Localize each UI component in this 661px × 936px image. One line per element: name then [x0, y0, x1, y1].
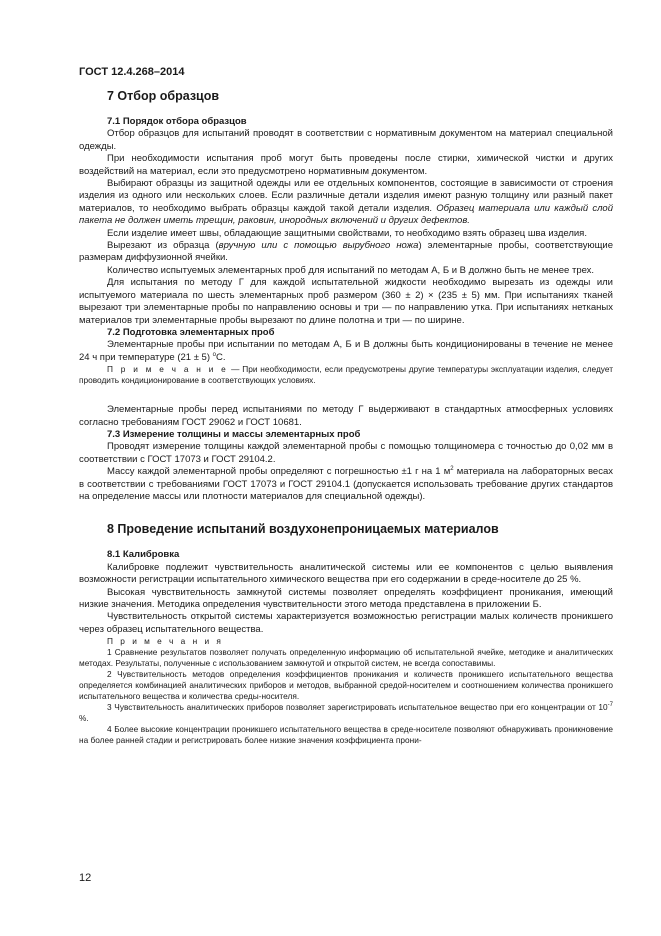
page-number: 12 [79, 872, 92, 884]
paragraph-text: Вырезают из образца ( [107, 240, 219, 252]
paragraph: Калибровке подлежит чувствительность аналитической системы или ее компонентов с целью выявления возможности регистрации испытательного химического вещества при его содержании в среде-носителе до 25 %. [79, 561, 613, 586]
page-content [79, 88, 613, 746]
subsection-7-3-heading: 7.3 Измерение толщины и массы элементарных проб [107, 428, 361, 440]
paragraph-text: С. [215, 351, 226, 363]
notes-label [79, 636, 613, 647]
paragraph: Для испытания по методу Г для каждой испытательной жидкости необходимо вырезать из одежды или испытуемого материала по шесть элементарных проб размером (360 ± 2) × (235 ± 5) мм. При испытаниях тканей вырезают три элементарные пробы по направлению основы и три — по направлению утка. При испытаниях нетканых материалов три элементарные пробы вырезают по длине полотна и три — по ширине. [79, 277, 613, 326]
paragraph [79, 240, 613, 265]
paragraph: Чувствительность открытой системы характеризуется возможностью регистрации малых количеств проникшего через образец испытательного вещества. [79, 611, 613, 635]
paragraph [79, 178, 613, 228]
note-label: П р и м е ч а н и е [107, 364, 229, 375]
note-text: — При необходимости, если предусмотрены другие температуры эксплуатации изделия, следует проводить кондиционирование в соответствующих условиях. [79, 364, 614, 386]
paragraph: Элементарные пробы перед испытаниями по методу Г выдерживают в стандартных атмосферных условиях согласно требованиям ГОСТ 29062 и ГОСТ 10681. [79, 404, 613, 428]
section-7-title: 7 Отбор образцов [107, 89, 220, 103]
spacer [79, 386, 613, 404]
italic-text: Образец материала или каждый слой пакета не должен иметь трещин, раковин, инородных включений и других дефектов. [79, 202, 614, 227]
section-8-title: 8 Проведение испытаний воздухонепроницаемых материалов [107, 522, 499, 537]
spacer [79, 537, 613, 549]
note-text: 3 Чувствительность аналитических приборов позволяет зарегистрировать испытательное вещество при его концентрации от 10 [107, 702, 608, 713]
paragraph: Отбор образцов для испытаний проводят в соответствии с нормативным документом на материал специальной одежды. [79, 128, 613, 152]
spacer [79, 104, 613, 116]
note [79, 364, 613, 386]
paragraph: Если изделие имеет швы, обладающие защитными свойствами, то необходимо взять образец шва изделия. [107, 227, 587, 239]
spacer [79, 503, 613, 521]
note-3 [79, 702, 613, 724]
paragraph-text: Массу каждой элементарной пробы определяют с погрешностью ±1 г на 1 м [107, 466, 451, 478]
note-text: %. [79, 713, 89, 724]
subsection-7-2-heading: 7.2 Подготовка элементарных проб [107, 326, 275, 338]
note-2: 2 Чувствительность методов определения коэффициентов проникания и количеств проникшего испытательного вещества определяется комбинацией аналитических приборов и методов, выбранной средой-носителем и соотношением количества проникшего испытательного вещества и количества среды-носителя. [79, 669, 613, 702]
paragraph [79, 339, 613, 364]
paragraph: Количество испытуемых элементарных проб для испытаний по методам А, Б и В должно быть не менее трех. [107, 264, 595, 276]
superscript: 2 [450, 466, 454, 472]
notes-label-text: П р и м е ч а н и я [107, 636, 224, 647]
note-1: 1 Сравнение результатов позволяет получать определенную информацию об испытательной ячейке, методике и аналитических методах. Результаты, полученные с использованием замкнутой и открытой систем, не всегда сопоставимы. [79, 647, 613, 669]
degree-sign: о [212, 351, 216, 358]
subsection-7-1-heading: 7.1 Порядок отбора образцов [107, 116, 247, 127]
paragraph: Высокая чувствительность замкнутой системы позволяет определять коэффициент проникания, имеющий низкие значения. Методика определения чувствительности этого метода представлена в приложении Б. [79, 586, 613, 610]
note-4: 4 Более высокие концентрации проникшего испытательного вещества в среде-носителе позволяют обнаруживать проникновение на более ранней стадии и регистрировать более низкие значения коэффициента прони- [79, 724, 613, 746]
paragraph-text: Выбирают образцы из защитной одежды или ее отдельных компонентов, состоящие в зависимости от строения изделия из одного или нескольких слоев. Если различные детали изделия имеют разную толщину или разный пакет материалов, то необходимо выбрать образцы каждой такой детали изделия. [79, 178, 613, 214]
italic-text: вручную или с помощью вырубного ножа [218, 240, 419, 252]
paragraph [79, 466, 613, 503]
subsection-8-1-heading: 8.1 Калибровка [107, 549, 180, 561]
paragraph-text: ) элементарные пробы, соответствующие размерам диффузионной ячейки. [79, 240, 613, 264]
document-id: ГОСТ 12.4.268–2014 [79, 66, 185, 78]
superscript: -7 [607, 702, 613, 709]
paragraph: При необходимости испытания проб могут быть проведены после стирки, химической чистки и других воздействий на материал, если это предусмотрено нормативным документом. [79, 153, 613, 177]
paragraph: Проводят измерение толщины каждой элементарной пробы с помощью толщиномера с точностью до 0,02 мм в соответствии с ГОСТ 17073 и ГОСТ 29104.2. [79, 441, 613, 465]
paragraph-text: Элементарные пробы при испытании по методам А, Б и В должны быть кондиционированы в течение не менее 24 ч при температуре (21 ± 5) [79, 339, 613, 363]
paragraph-text: материала на лабораторных весах в соответствии с требованиями ГОСТ 17073 и ГОСТ 29104.1 (допускается использовать требование других стандартов на определение массы или плотности материалов для специальной одежды). [79, 466, 613, 502]
